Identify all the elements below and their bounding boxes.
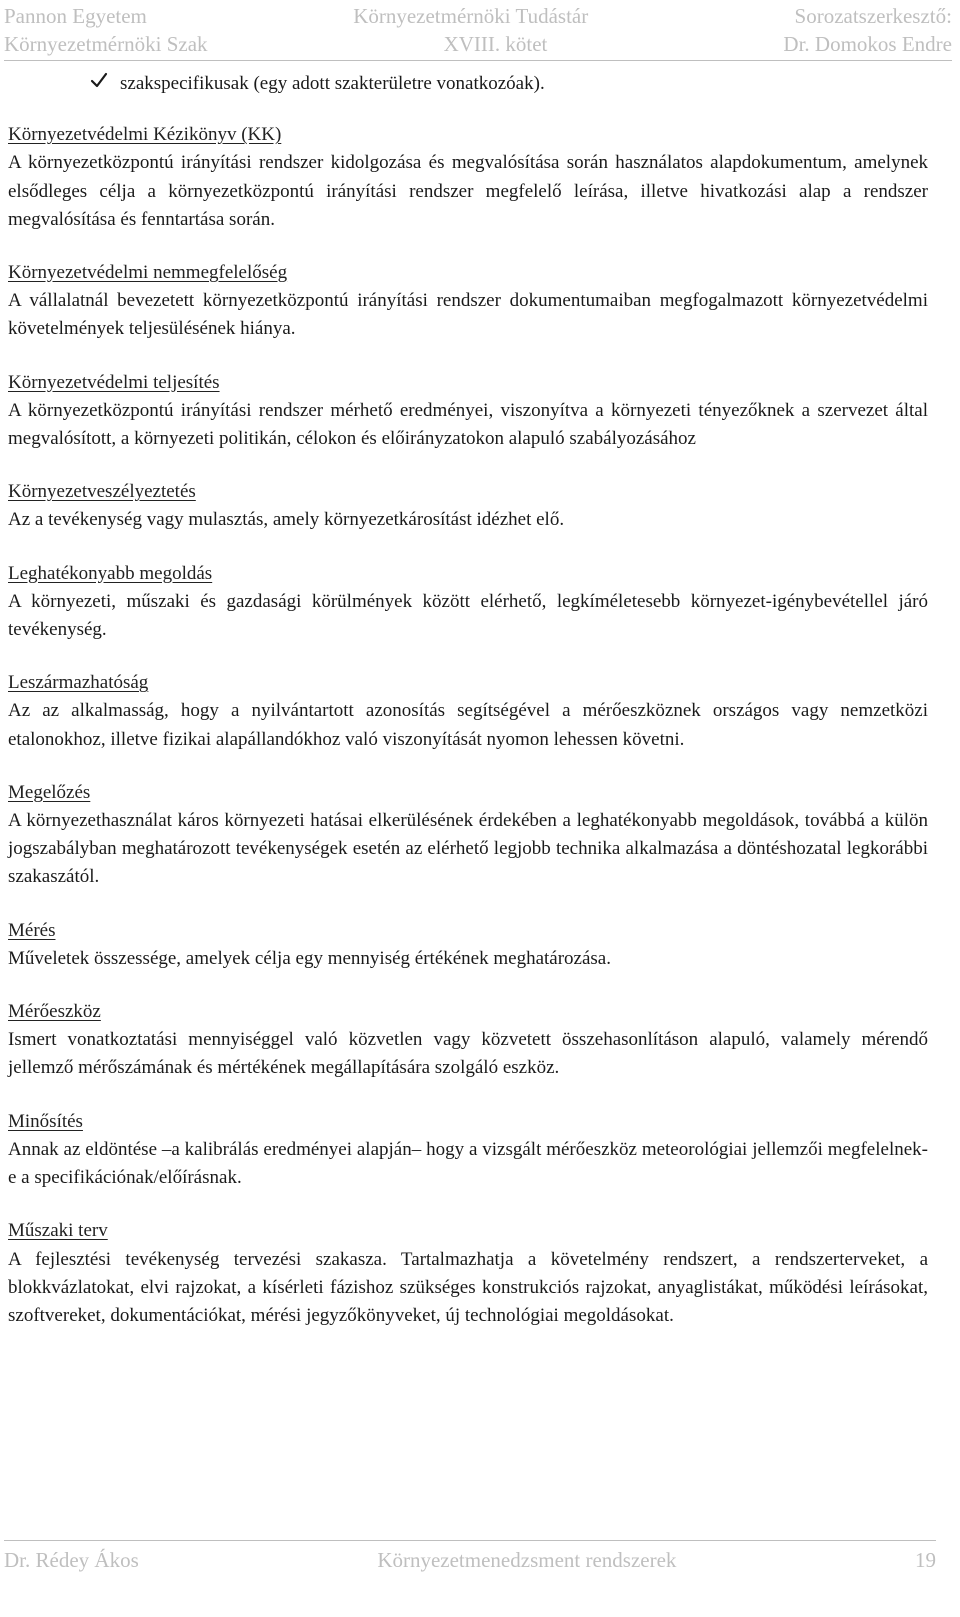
glossary-definition: Ismert vonatkoztatási mennyiséggel való közvetlen vagy közvetett összehasonlításon alapuló, valamely mérendő jellemző mérőszámának és mértékének megállapítására szolgáló eszköz. [8, 1029, 928, 1079]
glossary-definition: Műveletek összessége, amelyek célja egy mennyiség értékének meghatározása. [8, 947, 611, 969]
glossary-content [8, 70, 928, 1355]
glossary-entry [8, 259, 928, 344]
header-volume: XVIII. kötet [443, 32, 548, 56]
page-footer [4, 1540, 936, 1576]
glossary-term: Műszaki terv [8, 1220, 108, 1242]
glossary-term: Környezetvédelmi Kézikönyv (KK) [8, 124, 282, 146]
header-series-title: Környezetmérnöki Tudástár [353, 4, 589, 28]
glossary-entry [8, 369, 928, 454]
check-icon [88, 70, 110, 98]
header-university: Pannon Egyetem [4, 4, 147, 28]
footer-author: Dr. Rédey Ákos [4, 1548, 139, 1572]
glossary-entry [8, 1217, 928, 1330]
header-row-2 [4, 30, 952, 58]
glossary-definition: Az a tevékenység vagy mulasztás, amely környezetkárosítást idézhet elő. [8, 509, 565, 531]
glossary-term: Megelőzés [8, 781, 91, 803]
glossary-definition: A vállalatnál bevezetett környezetközpontú irányítási rendszer dokumentumaiban megfogalmazott környezetvédelmi követelmények teljesülésének hiánya. [8, 290, 928, 340]
glossary-entry [8, 560, 928, 645]
footer-page-number: 19 [914, 1548, 936, 1572]
glossary-term: Leszármazhatóság [8, 672, 149, 694]
glossary-entry [8, 121, 928, 234]
glossary-term: Leghatékonyabb megoldás [8, 562, 213, 584]
glossary-entry [8, 1108, 928, 1193]
header-editor-label: Sorozatszerkesztő: [794, 4, 952, 28]
glossary-term: Környezetvédelmi teljesítés [8, 371, 220, 393]
glossary-definition: A környezetközpontú irányítási rendszer mérhető eredményei, viszonyítva a környezeti tényezőknek a szervezet által megvalósított, a környezeti politikán, célokon és előirányzatokon alapuló szabályozásához [8, 399, 928, 450]
page-header [4, 2, 952, 58]
glossary-term: Mérőeszköz [8, 1001, 101, 1023]
header-editor-name: Dr. Domokos Endre [783, 32, 952, 56]
checklist-item [8, 70, 928, 98]
glossary-definition: A környezeti, műszaki és gazdasági körülmények között elérhető, legkíméletesebb környezet-igénybevétellel járó tevékenység. [8, 590, 928, 641]
glossary-definition: Annak az eldöntése –a kalibrálás eredményei alapján– hogy a vizsgált mérőeszköz meteorológiai jellemzői megfelelnek-e a specifikációnak/előírásnak. [8, 1138, 928, 1189]
glossary-entry [8, 478, 928, 534]
glossary-entry [8, 779, 928, 892]
footer-row [4, 1546, 936, 1574]
glossary-term: Minősítés [8, 1110, 83, 1132]
header-divider [4, 60, 952, 61]
footer-divider [4, 1540, 936, 1541]
footer-book-title: Környezetmenedzsment rendszerek [377, 1548, 677, 1572]
glossary-term: Környezetveszélyeztetés [8, 481, 196, 503]
glossary-definition: A környezethasználat káros környezeti hatásai elkerülésének érdekében a leghatékonyabb megoldások, továbbá a külön jogszabályban meghatározott tevékenységek esetén az elérhető legjobb technika alkalmazása a döntéshozatal legkorábbi szakaszától. [8, 810, 928, 888]
glossary-entries [8, 121, 928, 1330]
glossary-definition: A fejlesztési tevékenység tervezési szakasza. Tartalmazhatja a követelmény rendszert, a rendszerterveket, a blokkvázlatokat, elvi rajzokat, a kísérleti fázishoz szükséges konstrukciós rajzokat, anyaglistákat, működési leírásokat, szoftvereket, dokumentációkat, mérési jegyzőkönyveket, új technológiai megoldásokat. [8, 1248, 928, 1326]
glossary-term: Mérés [8, 919, 56, 941]
checklist-item-text: szakspecifikusak (egy adott szakterületre vonatkozóak). [120, 73, 545, 94]
glossary-entry [8, 917, 928, 973]
glossary-definition: A környezetközpontú irányítási rendszer kidolgozása és megvalósítása során használatos alapdokumentum, amelynek elsődleges célja a környezetközpontú irányítási rendszer megfelelő leírása, illetve hivatkozási alap a rendszer megvalósítása és fenntartása során. [8, 152, 928, 230]
header-faculty: Környezetmérnöki Szak [4, 32, 208, 56]
glossary-entry [8, 998, 928, 1083]
glossary-definition: Az az alkalmasság, hogy a nyilvántartott azonosítás segítségével a mérőeszköznek országos vagy nemzetközi etalonokhoz, illetve fizikai alapállandókhoz való viszonyítását nyomon lehessen követni. [8, 700, 928, 750]
glossary-term: Környezetvédelmi nemmegfelelőség [8, 262, 288, 284]
glossary-entry [8, 669, 928, 754]
header-row-1 [4, 2, 952, 30]
